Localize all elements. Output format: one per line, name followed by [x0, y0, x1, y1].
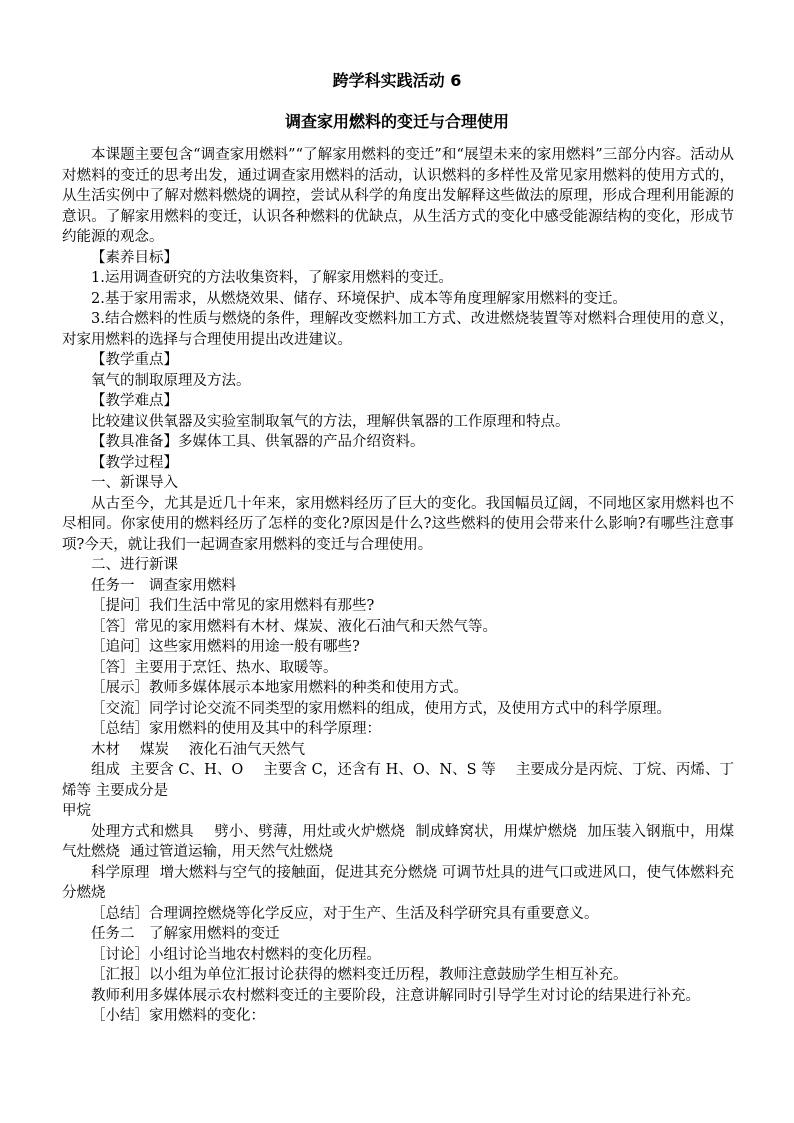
- composition-coal: 主要含 C，还含有 H、O、N、S 等: [263, 762, 496, 778]
- principle-a: 增大燃料与空气的接触面，促进其充分燃烧: [159, 864, 438, 881]
- section1-heading: 一、新课导入: [91, 475, 178, 491]
- principle-b: 可调节灶具的进气口或进风口，使气体燃料充分燃烧: [62, 864, 735, 901]
- key-points-heading: 【教学重点】: [91, 352, 178, 368]
- task1-summary-intro: ［总结］家用燃料的使用及其中的科学原理：: [91, 721, 381, 737]
- task2-summary: ［小结］家用燃料的变化：: [91, 1008, 265, 1024]
- composition-wood: 主要含 C、H、O: [130, 762, 244, 778]
- principle-label: 科学原理: [91, 864, 150, 881]
- section1-text: 从古至今，尤其是近几十年来，家用燃料经历了巨大的变化。我国幅员辽阔，不同地区家用燃料也不尽相同。你家使用的燃料经历了怎样的变化?原因是什么?这些燃料的使用会带来什么影响?有哪些注意事项?今天，就让我们一起调查家用燃料的变迁与合理使用。: [62, 495, 734, 553]
- task1-followup: ［追问］这些家用燃料的用途一般有哪些?: [91, 639, 360, 655]
- composition-lpg: 主要成分是丙烷、丁烷、丙烯、丁烯等: [62, 762, 735, 799]
- difficulties-text: 比较建议供氧器及实验室制取氧气的方法，理解供氧器的工作原理和特点。: [91, 413, 570, 430]
- intro-paragraph: 本课题主要包含“调查家用燃料”“了解家用燃料的变迁”和“展望未来的家用燃料”三部分内容。活动从对燃料的变迁的思考出发，通过调查家用燃料的活动，认识燃料的多样性及常见家用燃料的使用方式的，从生活实例中了解对燃料燃烧的调控，尝试从科学的角度出发解释这些做法的原理，形成合理利用能源的意识。了解家用燃料的变迁，认识各种燃料的优缺点，从生活方式的变化中感受能源结构的变化，形成节约能源的观念。: [62, 147, 734, 245]
- fuel-type-wood: 木材: [91, 741, 120, 758]
- document-subtitle: 调查家用燃料的变迁与合理使用: [284, 112, 509, 131]
- task2-discussion: ［讨论］小组讨论当地农村燃料的变化历程。: [91, 946, 381, 963]
- processing-gas: 通过管道运输，用天然气灶燃烧: [130, 844, 333, 860]
- document-title: 跨学科实践活动 6: [332, 71, 462, 90]
- task2-report: ［汇报］以小组为单位汇报讨论获得的燃料变迁历程，教师注意鼓励学生相互补充。: [91, 967, 628, 983]
- goal-item-3: 3.结合燃料的性质与燃烧的条件，理解改变燃料加工方式、改进燃烧装置等对燃料合理使用的意义，对家用燃料的选择与合理使用提出改进建议。: [62, 311, 734, 348]
- task1-exchange: ［交流］同学讨论交流不同类型的家用燃料的组成，使用方式，及使用方式中的科学原理。: [91, 700, 671, 717]
- task1-question: ［提问］我们生活中常见的家用燃料有那些?: [91, 598, 375, 614]
- process-heading: 【教学过程】: [91, 454, 178, 471]
- key-points-text: 氧气的制取原理及方法。: [91, 372, 251, 389]
- processing-coal: 制成蜂窝状，用煤炉燃烧: [415, 823, 578, 840]
- fuel-type-coal: 煤炭: [140, 741, 169, 758]
- processing-wood: 劈小、劈薄，用灶或火炉燃烧: [213, 823, 406, 840]
- task1-heading: 任务一 调查家用燃料: [91, 577, 236, 594]
- goal-item-1: 1.运用调查研究的方法收集资料，了解家用燃料的变迁。: [91, 270, 453, 286]
- fuel-types-row: [62, 740, 734, 761]
- document-body: [62, 145, 734, 1027]
- difficulties-heading: 【教学难点】: [91, 393, 178, 409]
- goal-item-2: 2.基于家用需求，从燃烧效果、储存、环境保护、成本等角度理解家用燃料的变迁。: [91, 290, 627, 307]
- task1-answer: ［答］常见的家用燃料有木材、煤炭、液化石油气和天然气等。: [91, 618, 497, 635]
- task1-answer-2: ［答］主要用于烹饪、热水、取暖等。: [91, 659, 338, 676]
- composition-row: [62, 760, 734, 801]
- task2-heading: 任务二 了解家用燃料的变迁: [91, 926, 280, 942]
- section2-heading: 二、进行新课: [91, 557, 178, 573]
- goals-heading: 【素养目标】: [91, 249, 178, 266]
- fuel-type-gas: 天然气: [261, 741, 305, 758]
- principle-row: [62, 863, 734, 904]
- processing-lpg: 加压装入钢瓶中，用煤气灶燃烧: [62, 823, 735, 860]
- composition-label: 组成: [91, 762, 121, 778]
- processing-row: [62, 822, 734, 863]
- task2-teacher: 教师利用多媒体展示农村燃料变迁的主要阶段，注意讲解同时引导学生对讨论的结果进行补充。: [91, 987, 700, 1004]
- task1-summary: ［总结］合理调控燃烧等化学反应，对于生产、生活及科学研究具有重要意义。: [91, 905, 599, 922]
- processing-label: 处理方式和燃具: [91, 823, 194, 840]
- fuel-type-lpg: 液化石油气: [189, 741, 262, 758]
- composition-gas-prefix: 主要成分是: [95, 782, 169, 799]
- composition-gas-value: 甲烷: [62, 803, 91, 819]
- task1-display: ［展示］教师多媒体展示本地家用燃料的种类和使用方式。: [91, 680, 468, 696]
- preparation-text: 【教具准备】多媒体工具、供氧器的产品介绍资料。: [91, 434, 425, 450]
